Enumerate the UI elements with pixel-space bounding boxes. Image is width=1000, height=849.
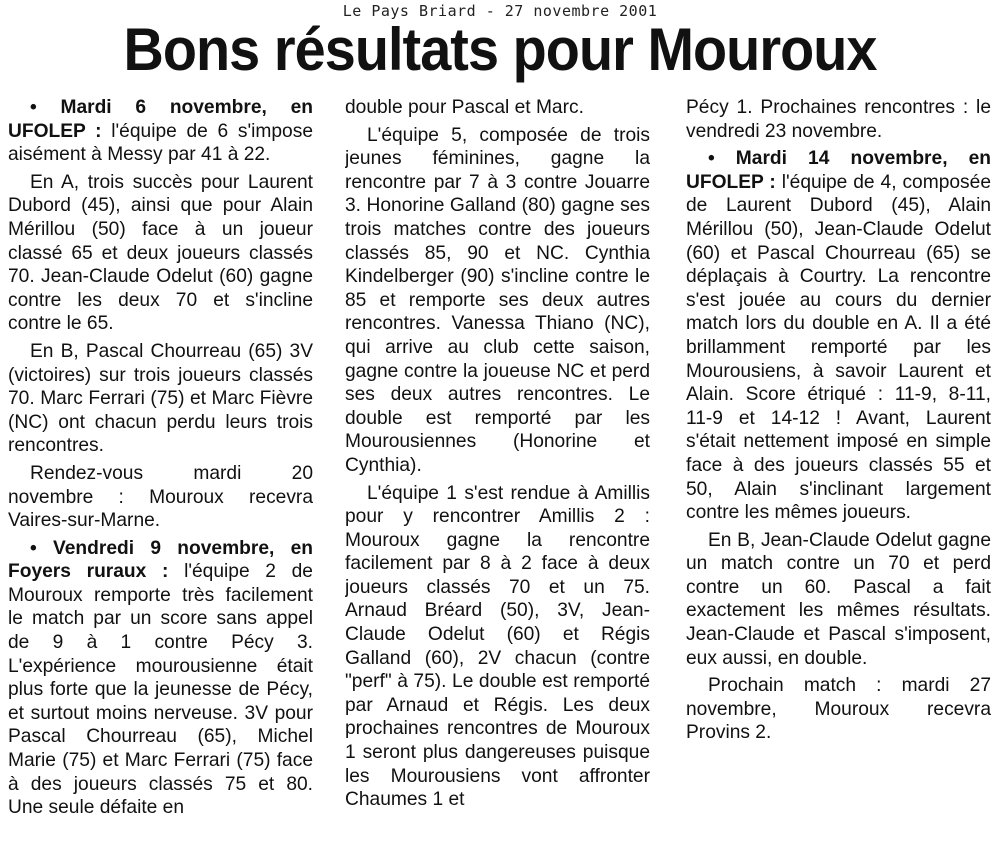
- paragraph-text: l'équipe de 6 s'impose aisément à Messy par 41 à 22.: [8, 120, 313, 166]
- paragraph: En B, Jean-Claude Odelut gagne un match contre un 70 et perd contre un 60. Pascal a fait exactement les mêmes résultats. Jean-Claude et Pascal s'imposent, eux aussi, en double.: [686, 529, 991, 669]
- paragraph: Prochain match : mardi 27 novembre, Mouroux recevra Provins 2.: [686, 675, 991, 744]
- paragraph: L'équipe 1 s'est rendue à Amillis pour y rencontrer Amillis 2 : Mouroux gagne la rencontre facilement par 8 à 2 face à deux joueurs classés 70 et un 75. Arnaud Bréard (50), 3V, Jean-Claude Odelut (60) et Régis Galland (60), 2V chacun (contre "perf" à 75). Le double est remporté par Arnaud et Régis. Les deux prochaines rencontres de Mouroux 1 seront plus dangereuses puisque les Mourousiens vont affronter Chaumes 1 et: [345, 482, 650, 811]
- article-column-1: [8, 96, 313, 846]
- paragraph-lead: • Mardi 6 novembre, en UFOLEP :: [8, 97, 313, 142]
- newspaper-source-line: Le Pays Briard - 27 novembre 2001: [342, 2, 658, 20]
- paragraph: L'équipe 5, composée de trois jeunes féminines, gagne la rencontre par 7 à 3 contre Jouarre 3. Honorine Galland (80) gagne ses trois matches contre des joueurs classés 85, 90 et NC. Cynthia Kindelberger (90) s'incline contre le 85 et remporte ses deux autres rencontres. Vanessa Thiano (NC), qui arrive au club cette saison, gagne contre la joueuse NC et perd ses deux autres rencontres. Le double est remporté par les Mourousiennes (Honorine et Cynthia).: [345, 124, 650, 476]
- paragraph: [8, 537, 313, 820]
- paragraph: En A, trois succès pour Laurent Dubord (45), ainsi que pour Alain Mérillou (50) face à un joueur classé 65 et deux joueurs classés 70. Jean-Claude Odelut (60) gagne contre les deux 70 et s'incline contre le 65.: [8, 171, 313, 335]
- article-column-3: [686, 96, 991, 846]
- article-column-2: [345, 96, 650, 846]
- paragraph-lead: • Vendredi 9 novembre, en Foyers ruraux :: [8, 537, 313, 583]
- paragraph: [686, 147, 991, 525]
- paragraph: Rendez-vous mardi 20 novembre : Mouroux recevra Vaires-sur-Marne.: [8, 462, 313, 532]
- paragraph-text: l'équipe 2 de Mouroux remporte très facilement le match par un score sans appel de 9 à 1 contre Pécy 3. L'expérience mourousienne était plus forte que la jeunesse de Pécy, et surtout moins nerveuse. 3V pour Pascal Chourreau (65), Michel Marie (75) et Marc Ferrari (75) face à des joueurs classés 75 et 80. Une seule défaite en: [8, 561, 313, 819]
- paragraph: [8, 96, 313, 167]
- paragraph: Pécy 1. Prochaines rencontres : le vendredi 23 novembre.: [686, 97, 991, 142]
- article-headline: Bons résultats pour Mouroux: [123, 16, 877, 83]
- paragraph: double pour Pascal et Marc.: [345, 97, 584, 118]
- paragraph-lead: • Mardi 14 novembre, en UFOLEP :: [686, 148, 991, 193]
- paragraph-text: l'équipe de 4, composée de Laurent Dubord (45), Alain Mérillou (50), Jean-Claude Odelut (60) et Pascal Chourreau (65) se déplaçais à Courtry. La rencontre s'est jouée au cours du dernier match lors du double en A. Il a été brillamment remporté par les Mourousiens, à savoir Laurent et Alain. Score étriqué : 11-9, 8-11, 11-9 et 14-12 ! Avant, Laurent s'était nettement imposé en simple face à des joueurs classés 55 et 50, Alain s'inclinant largement contre les mêmes joueurs.: [686, 171, 991, 524]
- paragraph: En B, Pascal Chourreau (65) 3V (victoires) sur trois joueurs classés 70. Marc Ferrari (75) et Marc Fièvre (NC) ont chacun perdu leurs trois rencontres.: [8, 340, 313, 457]
